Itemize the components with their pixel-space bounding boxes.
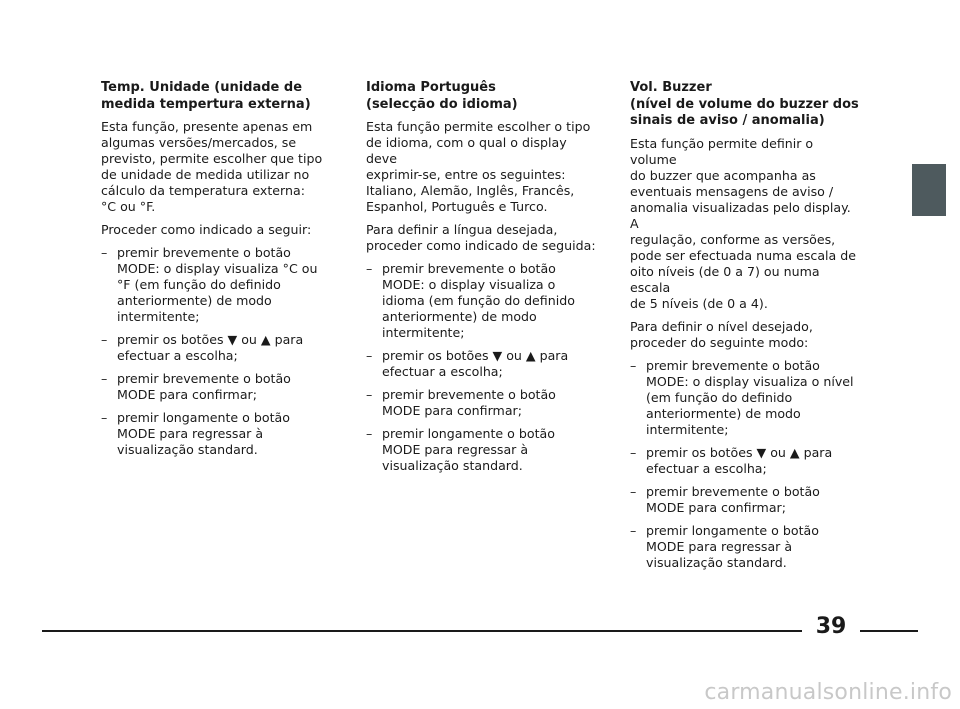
column-temp-unidade bbox=[101, 80, 333, 465]
section-heading bbox=[366, 80, 598, 113]
list-item bbox=[101, 371, 333, 403]
text-line: Espanhol, Português e Turco. bbox=[366, 199, 548, 214]
text-line: visualização standard. bbox=[382, 458, 523, 473]
column-idioma bbox=[366, 80, 598, 481]
list-item bbox=[101, 245, 333, 325]
text-line: efectuar a escolha; bbox=[646, 460, 767, 476]
text-line: eventuais mensagens de aviso / bbox=[630, 183, 834, 199]
heading-line: (nível de volume do buzzer dos bbox=[630, 96, 859, 112]
text-line: do buzzer que acompanha as bbox=[630, 167, 816, 183]
section-tab-marker bbox=[912, 164, 946, 216]
page-number: 39 bbox=[815, 614, 847, 639]
bullet-dash: – bbox=[630, 483, 637, 499]
text-line: MODE para confirmar; bbox=[117, 387, 257, 402]
text-line: MODE para regressar à bbox=[646, 538, 793, 554]
text-line: efectuar a escolha; bbox=[117, 348, 238, 363]
text-line: °C ou °F. bbox=[101, 199, 156, 214]
paragraph bbox=[366, 222, 598, 254]
watermark: carmanualsonline.info bbox=[704, 680, 952, 705]
list-item bbox=[366, 426, 598, 474]
list-item bbox=[101, 410, 333, 458]
paragraph bbox=[630, 136, 862, 312]
list-item bbox=[101, 332, 333, 364]
footer-rule-left bbox=[42, 630, 802, 632]
text-line: premir longamente o botão bbox=[117, 410, 290, 425]
bullet-dash: – bbox=[366, 387, 373, 402]
text-line: MODE para regressar à bbox=[117, 426, 264, 441]
text-line: Para definir a língua desejada, bbox=[366, 222, 558, 237]
text-line: de idioma, com o qual o display deve bbox=[366, 135, 567, 166]
text-line: premir os botões ▼ ou ▲ para bbox=[646, 444, 833, 460]
bullet-dash: – bbox=[630, 444, 637, 460]
text-line: anteriormente) de modo bbox=[646, 405, 801, 421]
bullet-dash: – bbox=[630, 522, 637, 538]
text-line: Proceder como indicado a seguir: bbox=[101, 222, 312, 237]
bullet-dash: – bbox=[366, 348, 373, 363]
text-line: premir brevemente o botão bbox=[117, 371, 291, 386]
text-line: previsto, permite escolher que tipo bbox=[101, 151, 323, 166]
text-line: premir longamente o botão bbox=[646, 522, 819, 538]
column-vol-buzzer bbox=[630, 80, 862, 578]
list-item bbox=[630, 523, 862, 571]
text-line: regulação, conforme as versões, bbox=[630, 231, 836, 247]
text-line: Italiano, Alemão, Inglês, Francês, bbox=[366, 183, 575, 198]
heading-line: (selecção do idioma) bbox=[366, 96, 518, 112]
text-line: idioma (em função do definido bbox=[382, 293, 575, 308]
text-line: pode ser efectuada numa escala de bbox=[630, 247, 857, 263]
text-line: de 5 níveis (de 0 a 4). bbox=[630, 295, 768, 311]
text-line: premir os botões ▼ ou ▲ para bbox=[117, 332, 304, 347]
text-line: efectuar a escolha; bbox=[382, 364, 503, 379]
heading-line: Temp. Unidade (unidade de bbox=[101, 80, 303, 95]
text-line: premir brevemente o botão bbox=[382, 387, 556, 402]
text-line: MODE para regressar à bbox=[382, 442, 529, 457]
instruction-list bbox=[630, 358, 862, 571]
bullet-dash: – bbox=[630, 357, 637, 373]
text-line: de unidade de medida utilizar no bbox=[101, 167, 310, 182]
text-line: premir brevemente o botão bbox=[382, 261, 556, 276]
heading-line: medida tempertura externa) bbox=[101, 96, 311, 112]
text-line: Esta função permite definir o volume bbox=[630, 135, 814, 167]
paragraph bbox=[101, 119, 333, 215]
instruction-list bbox=[366, 261, 598, 474]
text-line: premir brevemente o botão bbox=[646, 483, 820, 499]
text-line: °F (em função do definido bbox=[117, 277, 281, 292]
heading-line: sinais de aviso / anomalia) bbox=[630, 113, 825, 128]
text-line: MODE para confirmar; bbox=[646, 499, 786, 515]
footer-rule-right bbox=[860, 630, 918, 632]
paragraph bbox=[630, 319, 862, 351]
text-line: proceder do seguinte modo: bbox=[630, 334, 809, 350]
heading-line: Vol. Buzzer bbox=[630, 80, 712, 95]
section-heading bbox=[101, 80, 333, 113]
text-line: oito níveis (de 0 a 7) ou numa escala bbox=[630, 263, 820, 295]
bullet-dash: – bbox=[366, 261, 373, 276]
text-line: cálculo da temperatura externa: bbox=[101, 183, 305, 198]
text-line: anteriormente) de modo bbox=[117, 293, 272, 308]
text-line: visualização standard. bbox=[646, 554, 787, 570]
text-line: premir brevemente o botão bbox=[117, 245, 291, 260]
text-line: anteriormente) de modo bbox=[382, 309, 537, 324]
text-line: proceder como indicado de seguida: bbox=[366, 238, 596, 253]
paragraph bbox=[101, 222, 333, 238]
text-line: premir os botões ▼ ou ▲ para bbox=[382, 348, 569, 363]
list-item bbox=[630, 358, 862, 438]
text-line: Esta função, presente apenas em bbox=[101, 119, 313, 134]
text-line: intermitente; bbox=[646, 421, 729, 437]
bullet-dash: – bbox=[101, 410, 108, 425]
section-heading bbox=[630, 80, 862, 130]
text-line: visualização standard. bbox=[117, 442, 258, 457]
text-line: premir brevemente o botão bbox=[646, 357, 820, 373]
paragraph bbox=[366, 119, 598, 215]
text-line: MODE para confirmar; bbox=[382, 403, 522, 418]
list-item bbox=[366, 387, 598, 419]
instruction-list bbox=[101, 245, 333, 458]
list-item bbox=[366, 348, 598, 380]
text-line: MODE: o display visualiza o bbox=[382, 277, 556, 292]
text-line: anomalia visualizadas pelo display. A bbox=[630, 199, 851, 231]
text-line: exprimir-se, entre os seguintes: bbox=[366, 167, 566, 182]
list-item bbox=[366, 261, 598, 341]
heading-line: Idioma Português bbox=[366, 80, 496, 95]
text-line: intermitente; bbox=[382, 325, 465, 340]
text-line: intermitente; bbox=[117, 309, 200, 324]
bullet-dash: – bbox=[101, 245, 108, 260]
text-line: MODE: o display visualiza o nível bbox=[646, 373, 854, 389]
text-line: (em função do definido bbox=[646, 389, 793, 405]
bullet-dash: – bbox=[366, 426, 373, 441]
text-line: Para definir o nível desejado, bbox=[630, 318, 813, 334]
bullet-dash: – bbox=[101, 371, 108, 386]
list-item bbox=[630, 445, 862, 477]
text-line: MODE: o display visualiza °C ou bbox=[117, 261, 318, 276]
text-line: premir longamente o botão bbox=[382, 426, 555, 441]
list-item bbox=[630, 484, 862, 516]
text-line: Esta função permite escolher o tipo bbox=[366, 119, 591, 134]
bullet-dash: – bbox=[101, 332, 108, 347]
text-line: algumas versões/mercados, se bbox=[101, 135, 297, 150]
